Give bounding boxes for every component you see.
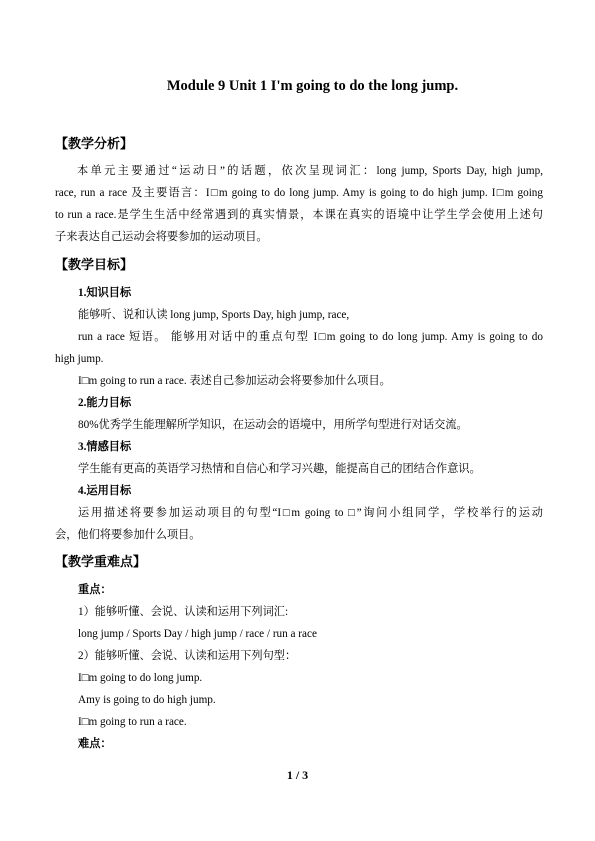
- goal3-title: 3.情感目标: [78, 441, 132, 453]
- goals-heading: 【教学目标】: [55, 257, 134, 272]
- difficult-label: 难点：: [78, 738, 112, 750]
- document-title: Module 9 Unit 1 I'm going to do the long jump.: [166, 78, 459, 94]
- analysis-line-1: 本单元主要通过“运动日”的话题，依次呈现词汇：long jump, Sports Day, high jump,: [77, 165, 543, 177]
- key-item-1: 1）能够听懂、会说、认读和运用下列词汇:: [78, 606, 289, 618]
- goal4-title: 4.运用目标: [78, 485, 132, 497]
- key-words: long jump / Sports Day / high jump / race / run a race: [78, 628, 317, 640]
- goal1-line-2: run a race 短语。 能够用对话中的重点句型 I□m going to do long jump. Amy is going to do: [78, 331, 543, 343]
- goal2-title: 2.能力目标: [78, 397, 132, 409]
- key-sentence-1: I□m going to do long jump.: [78, 672, 203, 684]
- key-label: 重点：: [78, 584, 112, 596]
- key-heading: 【教学重难点】: [55, 554, 147, 569]
- analysis-line-4: 子来表达自己运动会将要参加的运动项目。: [55, 231, 268, 243]
- goal1-title: 1.知识目标: [78, 287, 132, 299]
- goal1-line-1: 能够听、说和认读 long jump, Sports Day, high jump, race,: [78, 309, 350, 321]
- key-sentence-3: I□m going to run a race.: [78, 716, 187, 728]
- analysis-line-3: to run a race.是学生生活中经常遇到的真实情景，本课在真实的语境中让学生学会使用上述句: [55, 209, 543, 221]
- page-number: 1 / 3: [286, 768, 309, 782]
- goal1-line-3: high jump.: [55, 353, 104, 365]
- goal1-line-4: I□m going to run a race. 表述自己参加运动会将要参加什么项目。: [78, 375, 391, 387]
- key-item-2: 2）能够听懂、会说、认读和运用下列句型：: [78, 650, 297, 662]
- goal3-text: 学生能有更高的英语学习热情和自信心和学习兴趣，能提高自己的团结合作意识。: [78, 463, 481, 475]
- goal4-line-2: 会，他们将要参加什么项目。: [55, 529, 201, 541]
- analysis-line-2: race, run a race 及主要语言：I□m going to do long jump. Amy is going to do high jump. I□m going: [55, 187, 543, 199]
- goal4-line-1: 运用描述将要参加运动项目的句型“I□m going to □”询问小组同学，学校举行的运动: [78, 507, 543, 519]
- analysis-heading: 【教学分析】: [55, 136, 134, 151]
- goal2-text: 80%优秀学生能理解所学知识，在运动会的语境中，用所学句型进行对话交流。: [78, 419, 468, 431]
- key-sentence-2: Amy is going to do high jump.: [78, 694, 216, 706]
